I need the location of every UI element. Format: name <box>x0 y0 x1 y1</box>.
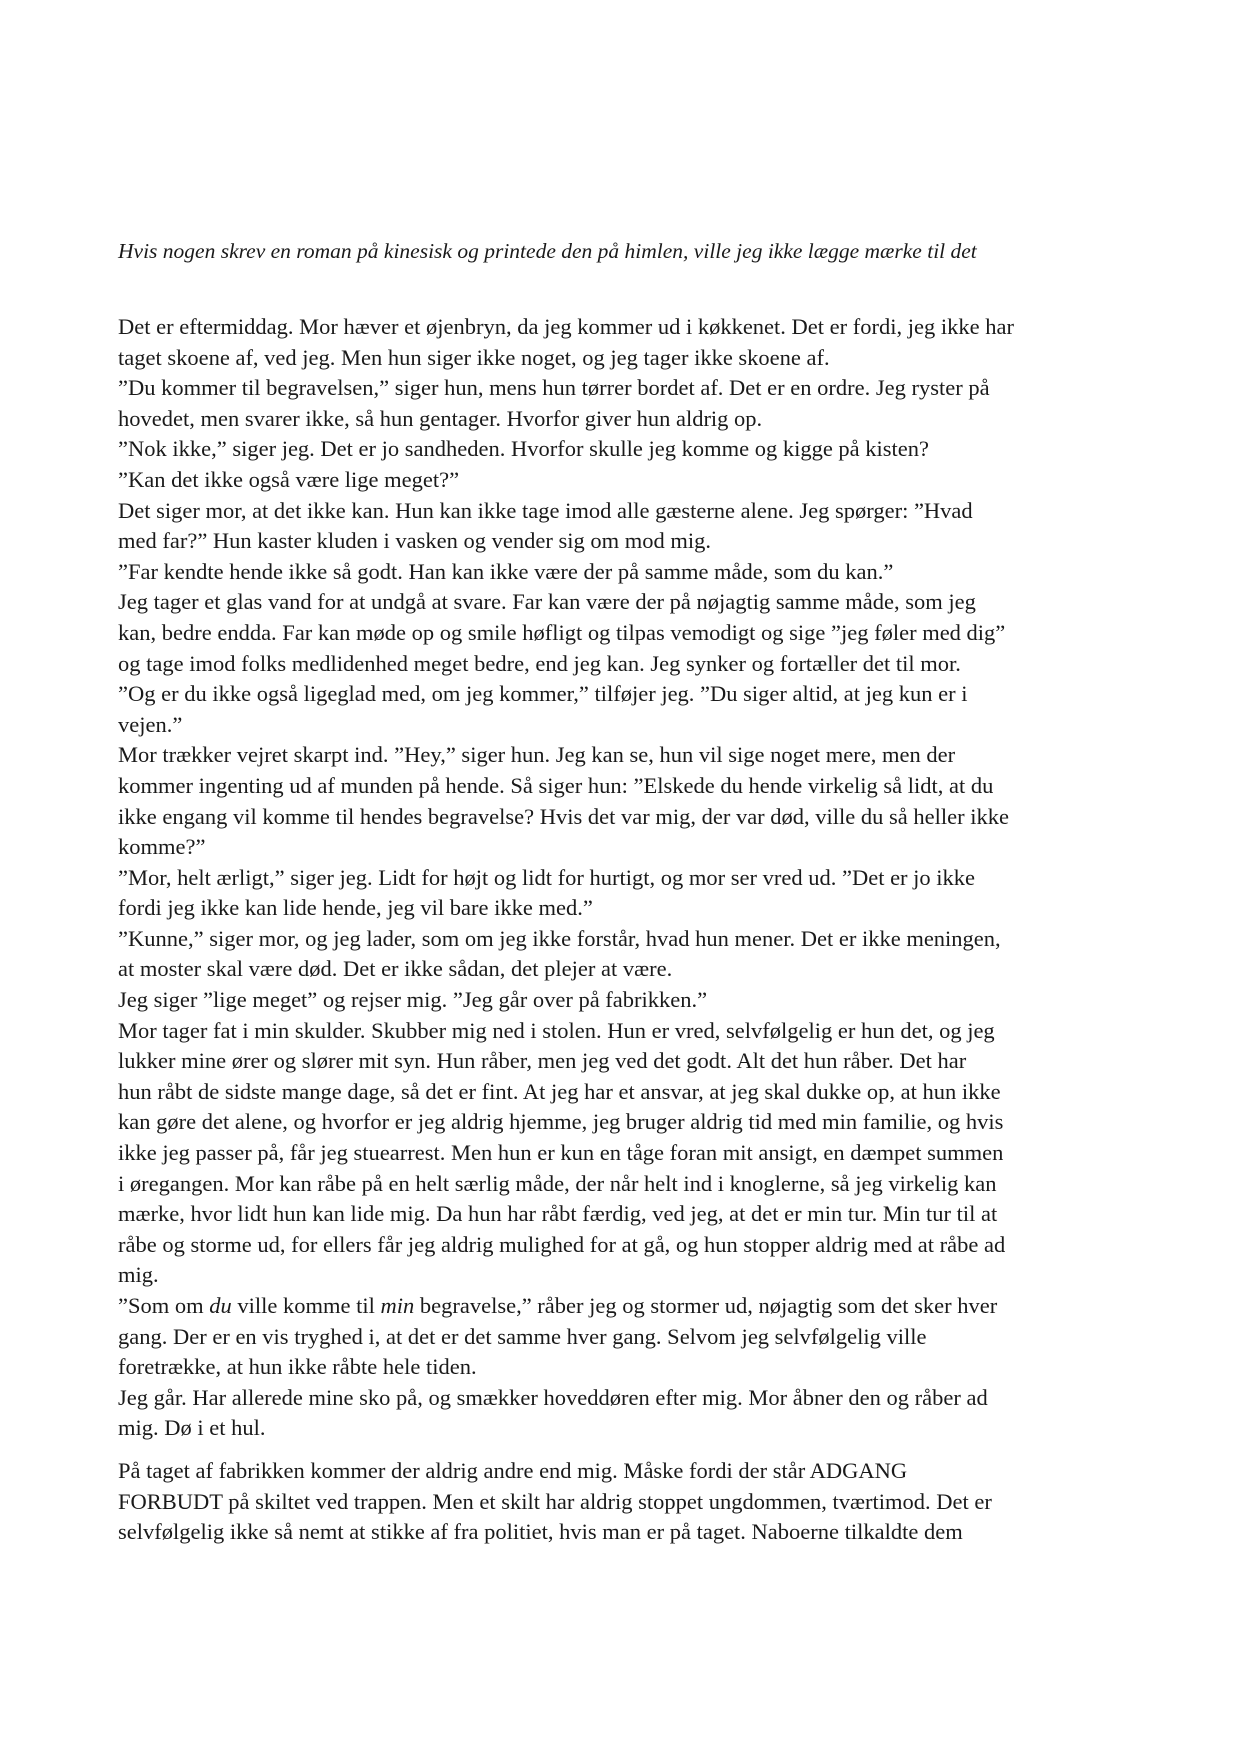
text-line: ”Og er du ikke også ligeglad med, om jeg kommer,” tilføjer jeg. ”Du siger altid, at jeg kun er i <box>118 681 968 707</box>
text-line: hun råbt de sidste mange dage, så det er fint. At jeg har et ansvar, at jeg skal dukke op, at hun ikke <box>118 1078 1001 1104</box>
text-fragment: ”Som om <box>118 1293 210 1318</box>
text-line: Mor trækker vejret skarpt ind. ”Hey,” siger hun. Jeg kan se, hun vil sige noget mere, men der <box>118 742 956 768</box>
text-line: at moster skal være død. Det er ikke sådan, det plejer at være. <box>118 956 673 982</box>
paragraph-main <box>118 312 1128 1444</box>
text-line: taget skoene af, ved jeg. Men hun siger ikke noget, og jeg tager ikke skoene af. <box>118 344 830 370</box>
text-line: kan gøre det alene, og hvorfor er jeg aldrig hjemme, jeg bruger aldrig tid med min familie, og hvis <box>118 1109 1004 1135</box>
text-line: kan, bedre endda. Far kan møde op og smile høfligt og tilpas vemodigt og sige ”jeg føler med dig” <box>118 619 1006 645</box>
text-line: ”Far kendte hende ikke så godt. Han kan ikke være der på samme måde, som du kan.” <box>118 558 894 584</box>
paragraph-rooftop <box>118 1456 1128 1548</box>
text-line: gang. Der er en vis tryghed i, at det er det samme hver gang. Selvom jeg selvfølgelig ville <box>118 1323 927 1349</box>
text-fragment: begravelse,” råber jeg og stormer ud, nøjagtig som det sker hver <box>414 1293 998 1318</box>
text-line: FORBUDT på skiltet ved trappen. Men et skilt har aldrig stoppet ungdommen, tværtimod. Det er <box>118 1488 992 1514</box>
text-line: mig. <box>118 1262 159 1288</box>
text-line: lukker mine ører og slører mit syn. Hun råber, men jeg ved det godt. Alt det hun råber. Det har <box>118 1048 967 1074</box>
text-line: På taget af fabrikken kommer der aldrig andre end mig. Måske fordi der står ADGANG <box>118 1457 908 1483</box>
story-title: Hvis nogen skrev en roman på kinesisk og printede den på himlen, ville jeg ikke lægge mærke til det <box>118 239 977 263</box>
text-line: råbe og storme ud, for ellers får jeg aldrig mulighed for at gå, og hun stopper aldrig med at råbe ad <box>118 1231 1006 1257</box>
text-line: med far?” Hun kaster kluden i vasken og vender sig om mod mig. <box>118 528 711 554</box>
text-line: ”Kan det ikke også være lige meget?” <box>118 466 460 492</box>
text-line: kommer ingenting ud af munden på hende. Så siger hun: ”Elskede du hende virkelig så lidt, at du <box>118 772 994 798</box>
text-line: mærke, hvor lidt hun kan lide mig. Da hun har råbt færdig, ved jeg, at det er min tur. Min tur til at <box>118 1201 998 1227</box>
text-line: ”Kunne,” siger mor, og jeg lader, som om jeg ikke forstår, hvad hun mener. Det er ikke meningen, <box>118 925 1001 951</box>
text-line: foretrække, at hun ikke råbte hele tiden. <box>118 1354 477 1380</box>
text-line: Jeg går. Har allerede mine sko på, og smækker hoveddøren efter mig. Mor åbner den og råber ad <box>118 1384 988 1410</box>
text-line: ”Mor, helt ærligt,” siger jeg. Lidt for højt og lidt for hurtigt, og mor ser vred ud. ”Det er jo ikke <box>118 864 976 890</box>
text-line: og tage imod folks medlidenhed meget bedre, end jeg kan. Jeg synker og fortæller det til mor. <box>118 650 961 676</box>
text-line: ”Du kommer til begravelsen,” siger hun, mens hun tørrer bordet af. Det er en ordre. Jeg ryster på <box>118 375 990 401</box>
text-line: Jeg tager et glas vand for at undgå at svare. Far kan være der på nøjagtig samme måde, som jeg <box>118 589 976 615</box>
text-line: i øregangen. Mor kan råbe på en helt særlig måde, der når helt ind i knoglerne, så jeg virkelig kan <box>118 1170 997 1196</box>
emphasis-min: min <box>380 1293 415 1318</box>
text-line: Det er eftermiddag. Mor hæver et øjenbryn, da jeg kommer ud i køkkenet. Det er fordi, jeg ikke har <box>118 314 1014 339</box>
text-line: hovedet, men svarer ikke, så hun gentager. Hvorfor giver hun aldrig op. <box>118 405 763 431</box>
text-line: selvfølgelig ikke så nemt at stikke af fra politiet, hvis man er på taget. Naboerne tilkaldte dem <box>118 1519 963 1545</box>
text-line: Det siger mor, at det ikke kan. Hun kan ikke tage imod alle gæsterne alene. Jeg spørger: ”Hvad <box>118 497 973 523</box>
emphasis-du: du <box>209 1293 232 1318</box>
text-line: Jeg siger ”lige meget” og rejser mig. ”Jeg går over på fabrikken.” <box>118 987 708 1013</box>
text-line: ”Nok ikke,” siger jeg. Det er jo sandheden. Hvorfor skulle jeg komme og kigge på kisten? <box>118 436 930 462</box>
text-line: mig. Dø i et hul. <box>118 1415 266 1441</box>
text-line: komme?” <box>118 834 206 860</box>
text-line: Mor tager fat i min skulder. Skubber mig ned i stolen. Hun er vred, selvfølgelig er hun det, og jeg <box>118 1017 995 1043</box>
emphasis-line <box>118 1291 1128 1322</box>
text-line: ikke jeg passer på, får jeg stuearrest. Men hun er kun en tåge foran mit ansigt, en dæmpet summen <box>118 1140 1004 1166</box>
story-body <box>118 312 1128 1548</box>
text-fragment: ville komme til <box>231 1293 381 1318</box>
text-line: vejen.” <box>118 711 183 737</box>
text-line: ikke engang vil komme til hendes begravelse? Hvis det var mig, der var død, ville du så heller ikke <box>118 803 1009 829</box>
text-line: fordi jeg ikke kan lide hende, jeg vil bare ikke med.” <box>118 895 593 921</box>
